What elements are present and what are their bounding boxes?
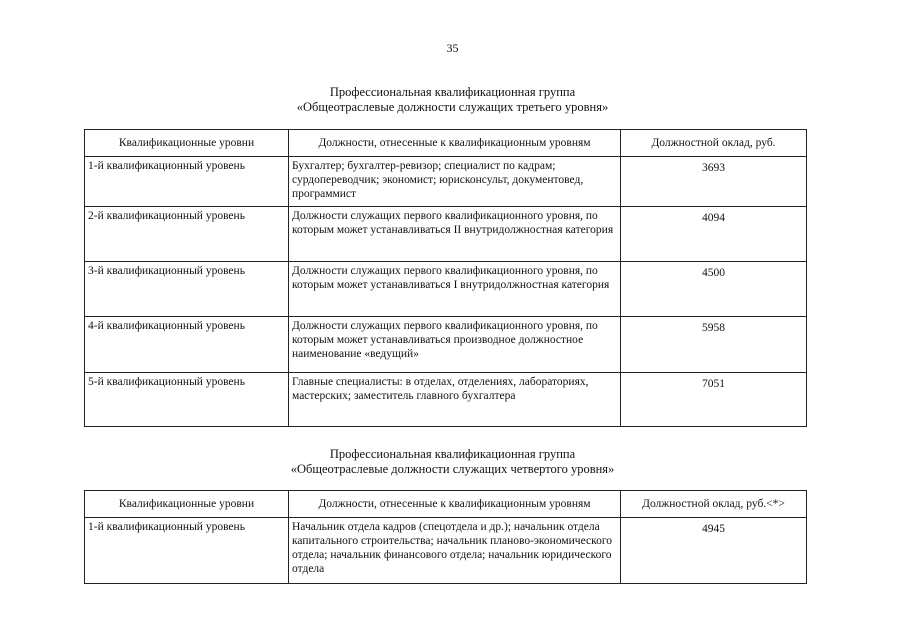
- table-row: [85, 157, 807, 207]
- header-salary: Должностной оклад, руб.: [621, 130, 807, 157]
- row-positions: Главные специалисты: в отделах, отделениях, лабораториях, мастерских; заместитель главного бухгалтера: [289, 373, 621, 427]
- section1-title-line2: «Общеотраслевые должности служащих третьего уровня»: [296, 100, 609, 114]
- row-level: 2-й квалификационный уровень: [85, 207, 289, 262]
- row-salary: 7051: [621, 373, 807, 427]
- table-row: [85, 518, 807, 584]
- row-salary: 4945: [621, 518, 807, 584]
- header-level: Квалификационные уровни: [85, 130, 289, 157]
- row-level: 1-й квалификационный уровень: [85, 518, 289, 584]
- section2-table: [84, 490, 807, 584]
- row-level: 4-й квалификационный уровень: [85, 317, 289, 373]
- section2-title: [0, 447, 905, 477]
- row-level: 1-й квалификационный уровень: [85, 157, 289, 207]
- section2-title-line2: «Общеотраслевые должности служащих четвертого уровня»: [290, 462, 615, 476]
- row-level: 5-й квалификационный уровень: [85, 373, 289, 427]
- table-header-row: [85, 130, 807, 157]
- row-positions: Должности служащих первого квалификационного уровня, по которым может устанавливаться производное должностное наименование «ведущий»: [289, 317, 621, 373]
- row-level: 3-й квалификационный уровень: [85, 262, 289, 317]
- row-salary: 4094: [621, 207, 807, 262]
- section1-title-line1: Профессиональная квалификационная группа: [329, 85, 576, 99]
- table-row: [85, 317, 807, 373]
- table-header-row: [85, 491, 807, 518]
- page-number: 35: [446, 41, 459, 55]
- table-row: [85, 373, 807, 427]
- header-salary: Должностной оклад, руб.<*>: [621, 491, 807, 518]
- row-salary: 3693: [621, 157, 807, 207]
- row-positions: Бухгалтер; бухгалтер-ревизор; специалист по кадрам; сурдопереводчик; экономист; юрисконсульт, документовед, программист: [289, 157, 621, 207]
- section1-title: [0, 85, 905, 115]
- section2-title-line1: Профессиональная квалификационная группа: [329, 447, 576, 461]
- row-positions: Должности служащих первого квалификационного уровня, по которым может устанавливаться II внутридолжностная категория: [289, 207, 621, 262]
- header-positions: Должности, отнесенные к квалификационным уровням: [289, 130, 621, 157]
- row-positions: Должности служащих первого квалификационного уровня, по которым может устанавливаться I внутридолжностная категория: [289, 262, 621, 317]
- table-row: [85, 262, 807, 317]
- section1-table: [84, 129, 807, 427]
- row-salary: 4500: [621, 262, 807, 317]
- row-salary: 5958: [621, 317, 807, 373]
- table-row: [85, 207, 807, 262]
- header-level: Квалификационные уровни: [85, 491, 289, 518]
- header-positions: Должности, отнесенные к квалификационным уровням: [289, 491, 621, 518]
- row-positions: Начальник отдела кадров (спецотдела и др.); начальник отдела капитального строительства; начальник планово-экономического отдела; начальник финансового отдела; начальник юридического отдела: [289, 518, 621, 584]
